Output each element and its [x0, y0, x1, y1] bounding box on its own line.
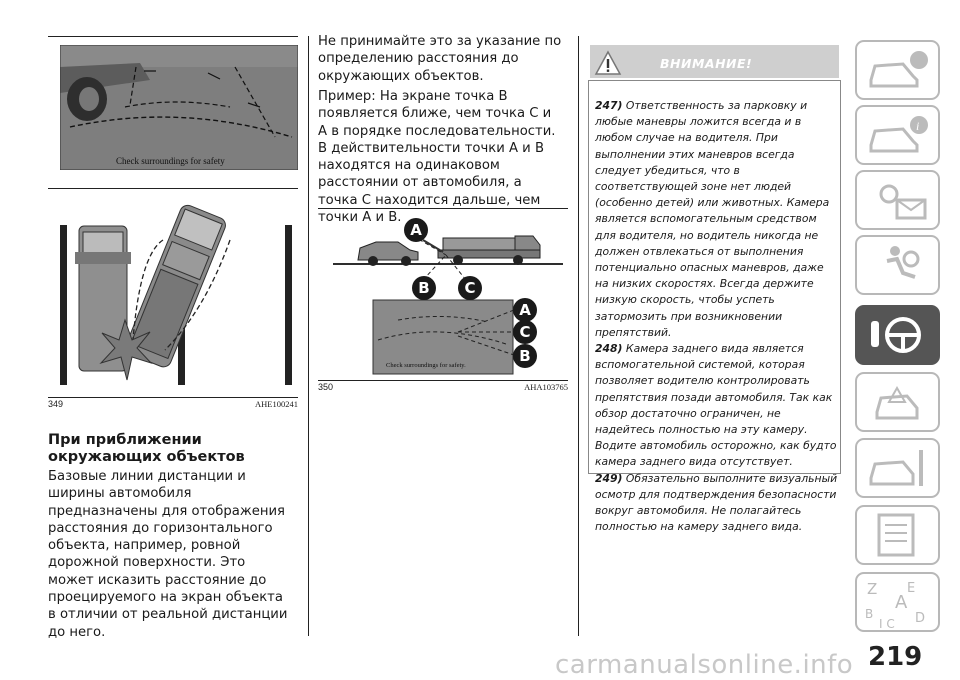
section-heading: При приближении окружающих объектов — [48, 432, 245, 465]
lights-mail-icon — [857, 172, 938, 228]
warning-triangle-car-icon — [857, 374, 938, 430]
steering-key-icon — [857, 307, 938, 363]
warning-item-text: Камера заднего вида является вспомогательной системой, которая позволяет водителю контролировать препятствия позади автомобиля. Так как обзор достаточно ограничен, не надейтесь полностью на эту камеру. Водите автомобиль осторожно, как будто камера заднего вида отсутствует. — [595, 342, 837, 469]
page-number: 219 — [868, 642, 923, 672]
rear-camera-view-figure — [60, 45, 298, 170]
figure-number: 349 — [48, 399, 64, 409]
tab-airbag[interactable] — [855, 235, 940, 295]
car-tools-icon — [857, 440, 938, 496]
left-paragraph: Базовые линии дистанции и ширины автомобиля предназначены для отображения расстояния до горизонтального объекта, например, ровной дорожной поверхности. Это может исказить расстояние до проецируемого на экран объекта в отличии от реальной дистанции до него. — [48, 469, 288, 640]
figure-code: AHA103765 — [524, 382, 568, 392]
label-b-top: B — [412, 276, 436, 300]
tab-lights-mail[interactable] — [855, 170, 940, 230]
middle-paragraph-1: Не принимайте это за указание по определению расстояния до окружающих объектов. — [318, 34, 562, 84]
svg-text:B: B — [865, 607, 874, 621]
tab-spec-list[interactable] — [855, 505, 940, 565]
figure-number: 350 — [318, 382, 334, 392]
tab-car-i[interactable] — [855, 105, 940, 165]
label-a-top: A — [404, 218, 428, 242]
car-i-icon — [857, 107, 938, 163]
figure-350-caption — [318, 382, 568, 393]
tab-alphabet-index[interactable] — [855, 572, 940, 632]
svg-text:i: i — [916, 119, 920, 133]
warning-text — [595, 98, 840, 535]
warning-item — [595, 471, 840, 536]
warning-triangle-icon — [594, 50, 622, 76]
warning-item-number: 248) — [595, 342, 623, 356]
label-c-screen: C — [513, 320, 537, 344]
svg-text:I C: I C — [879, 617, 895, 630]
svg-text:A: A — [895, 592, 908, 613]
label-a-screen: A — [513, 298, 537, 322]
tab-car-info[interactable] — [855, 40, 940, 100]
camera-overlay-text: Check surroundings for safety — [116, 156, 225, 166]
svg-text:E: E — [907, 581, 916, 596]
warning-item-text: Ответственность за парковку и любые маневры ложится всегда и в любом случае на водителя. При выполнении этих маневров всегда следует убедиться, что в соответствующей зоне нет людей (особенно детей) или животных. Камера является вспомогательным средством для водителя, но водитель никогда не должен отвлекаться от выполнения потенциально опасных маневров, даже на низких скоростях. Всегда держите низкую скорость, чтобы успеть затормозить при возникновении препятствий. — [595, 99, 830, 339]
figure-349-caption — [48, 399, 298, 410]
tab-car-tools[interactable] — [855, 438, 940, 498]
label-b-screen: B — [513, 344, 537, 368]
svg-text:Z: Z — [867, 580, 878, 598]
watermark: carmanualsonline.info — [555, 650, 854, 680]
car-info-icon — [857, 42, 938, 98]
label-c-top: C — [458, 276, 482, 300]
warning-item — [595, 341, 840, 471]
middle-paragraph-2: Пример: На экране точка B появляется ближе, чем точка C и A в порядке последовательности. В действительности точки A и B находятся на одинаковом расстоянии от автомобиля, а точка C находится дальше, чем точки A и B. — [318, 89, 556, 226]
tab-warning-car[interactable] — [855, 372, 940, 432]
parking-diagram-figure — [55, 200, 300, 390]
tab-steering-key[interactable] — [855, 305, 940, 365]
spec-list-icon — [857, 507, 938, 563]
svg-text:D: D — [915, 611, 926, 626]
warning-title: ВНИМАНИЕ! — [660, 56, 753, 71]
warning-item-number: 249) — [595, 471, 623, 485]
screen-overlay-text: Check surroundings for safety. — [386, 362, 466, 369]
warning-item — [595, 98, 840, 341]
figure-code: AHE100241 — [255, 399, 298, 409]
warning-item-number: 247) — [595, 99, 623, 112]
airbag-icon — [857, 237, 938, 293]
warning-item-text: Обязательно выполните визуальный осмотр для подтверждения безопасности вокруг автомобиля. Не полагайтесь полностью на камеру заднего вида. — [595, 471, 838, 534]
alphabet-index-icon — [857, 574, 938, 630]
